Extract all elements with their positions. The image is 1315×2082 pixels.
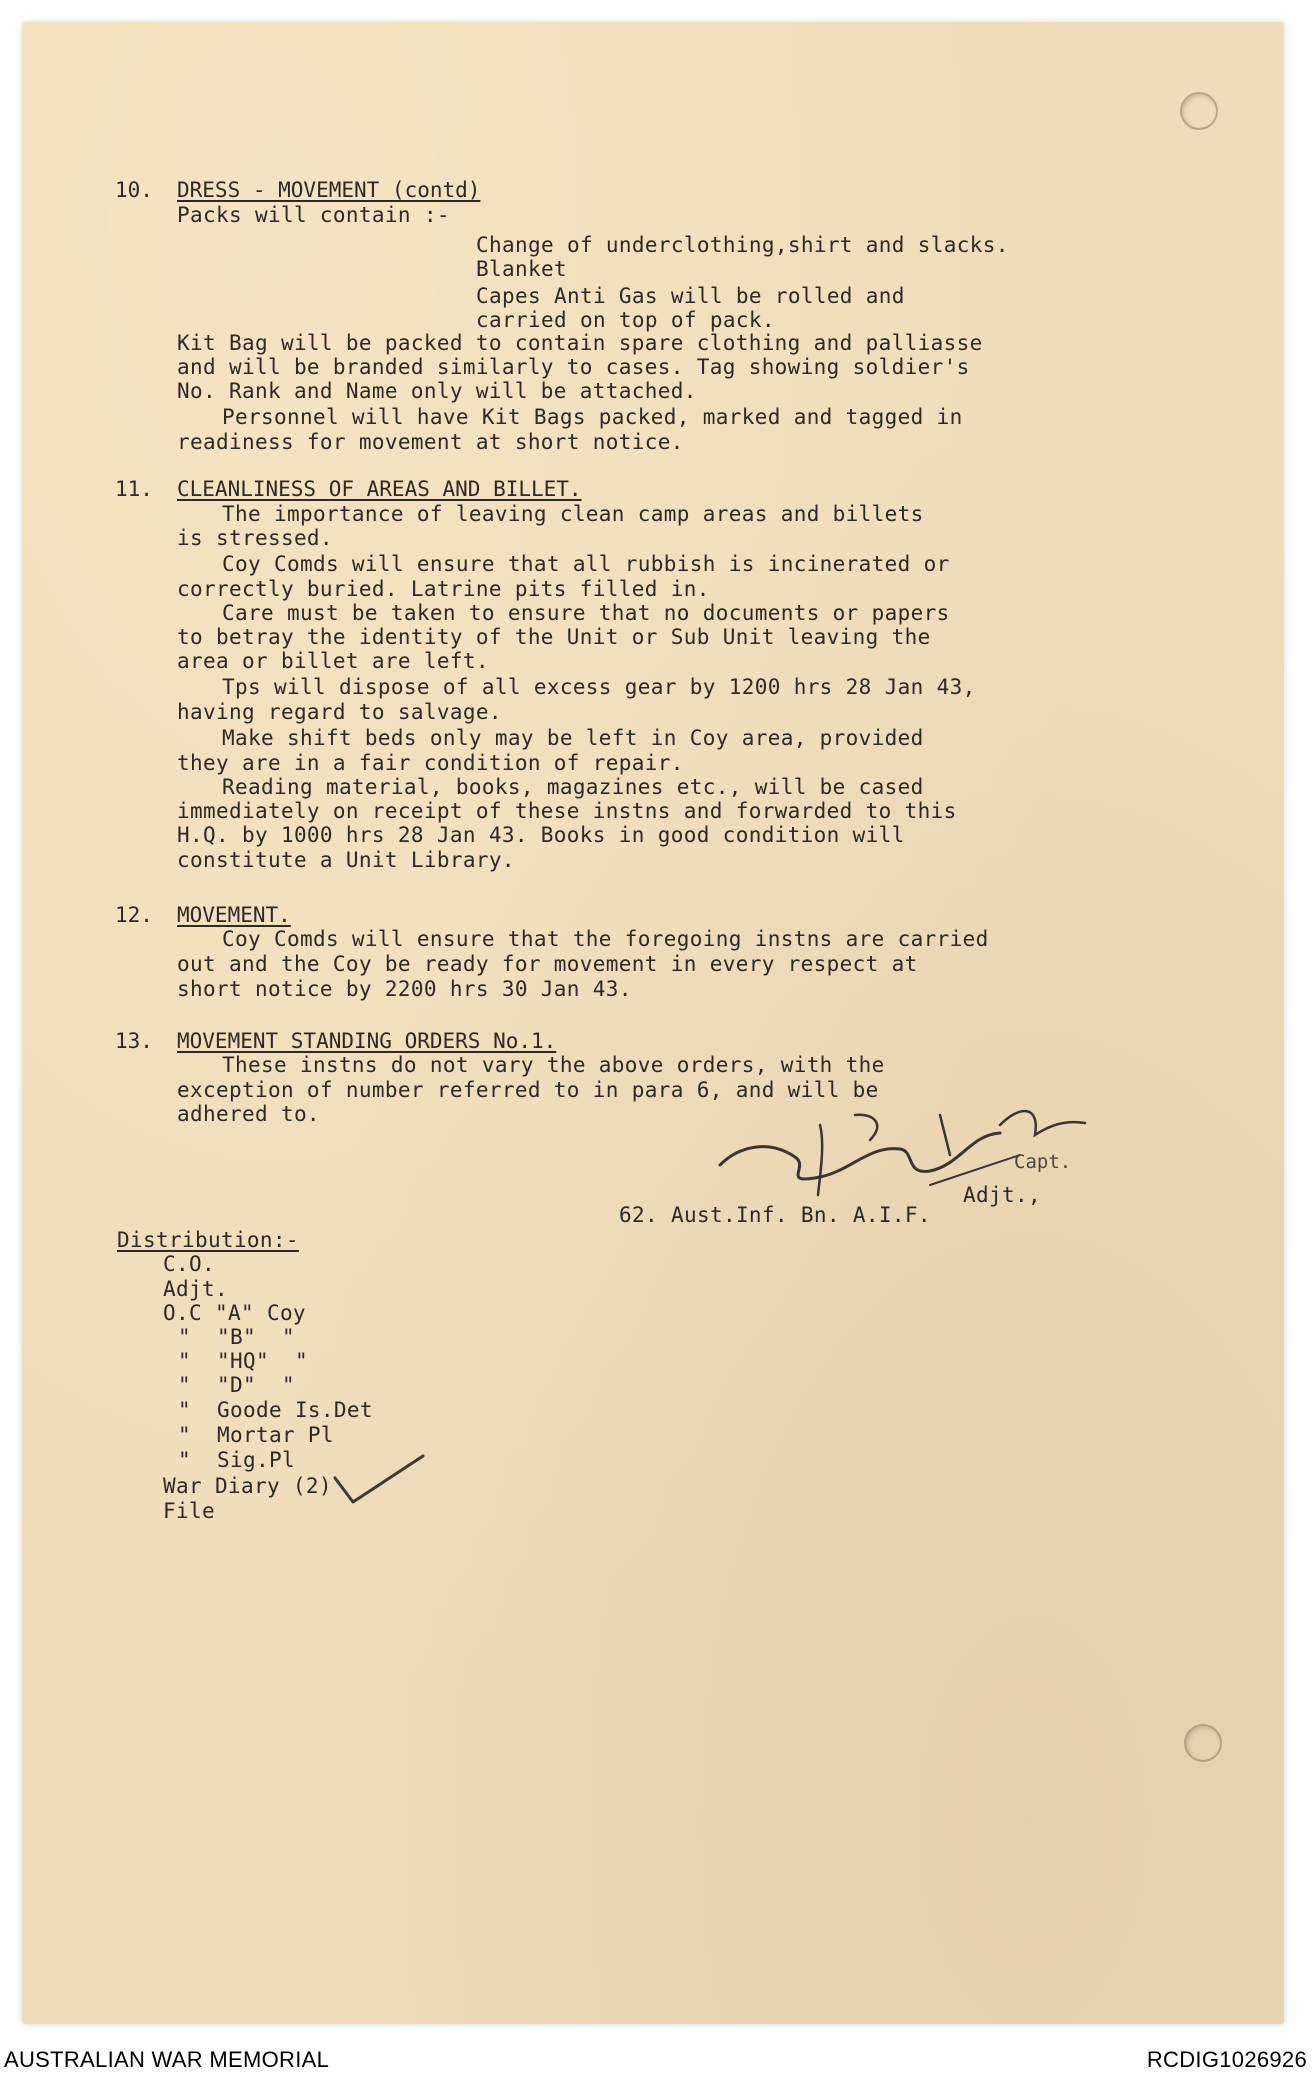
para-13-line: adhered to.: [177, 1102, 320, 1126]
para-12-line: Coy Comds will ensure that the foregoing instns are carried: [222, 927, 989, 951]
para-10-line: carried on top of pack.: [476, 308, 775, 332]
para-12-line: short notice by 2200 hrs 30 Jan 43.: [177, 977, 632, 1001]
distribution-item: O.C "A" Coy: [163, 1301, 306, 1325]
para-10-line: Capes Anti Gas will be rolled and: [476, 284, 905, 308]
checkmark-icon: [325, 1450, 435, 1510]
distribution-heading: Distribution:-: [117, 1228, 299, 1252]
para-11-line: area or billet are left.: [177, 649, 489, 673]
footer-left-label: AUSTRALIAN WAR MEMORIAL: [4, 2047, 330, 2072]
distribution-item: Adjt.: [163, 1277, 228, 1301]
para-12-number: 12.: [115, 903, 153, 927]
para-11-line: immediately on receipt of these instns and forwarded to this: [177, 799, 957, 823]
para-13-line: exception of number referred to in para 6, and will be: [177, 1078, 879, 1102]
para-10-line: Blanket: [476, 257, 567, 281]
para-11-line: Coy Comds will ensure that all rubbish is incinerated or: [222, 552, 950, 576]
punch-hole-bottom: [1184, 1724, 1222, 1762]
distribution-item: " Sig.Pl: [178, 1448, 295, 1472]
para-11-line: having regard to salvage.: [177, 700, 502, 724]
para-11-line: H.Q. by 1000 hrs 28 Jan 43. Books in good condition will: [177, 823, 905, 847]
para-10-line: and will be branded similarly to cases. Tag showing soldier's: [177, 355, 970, 379]
para-10-line: Change of underclothing,shirt and slacks.: [476, 233, 1009, 257]
distribution-item: " "B" ": [178, 1325, 295, 1349]
para-10-line: Kit Bag will be packed to contain spare clothing and palliasse: [177, 331, 983, 355]
para-11-line: Tps will dispose of all excess gear by 1200 hrs 28 Jan 43,: [222, 675, 976, 699]
distribution-item: " Mortar Pl: [178, 1423, 334, 1447]
para-10-line: Packs will contain :-: [177, 203, 450, 227]
para-13-heading: MOVEMENT STANDING ORDERS No.1.: [177, 1029, 557, 1053]
para-11-line: constitute a Unit Library.: [177, 848, 515, 872]
para-12-heading: MOVEMENT.: [177, 903, 291, 927]
punch-hole-top: [1180, 92, 1218, 130]
para-10-line: No. Rank and Name only will be attached.: [177, 379, 697, 403]
signature-unit: 62. Aust.Inf. Bn. A.I.F.: [619, 1203, 931, 1227]
para-13-line: These instns do not vary the above orders, with the: [222, 1053, 885, 1077]
para-11-line: Make shift beds only may be left in Coy area, provided: [222, 726, 924, 750]
para-11-line: to betray the identity of the Unit or Sub Unit leaving the: [177, 625, 931, 649]
para-11-number: 11.: [115, 477, 153, 501]
para-11-heading: CLEANLINESS OF AREAS AND BILLET.: [177, 477, 582, 501]
para-10-line: Personnel will have Kit Bags packed, marked and tagged in: [222, 405, 963, 429]
para-13-number: 13.: [115, 1029, 153, 1053]
footer-right-label: RCDIG1026926: [1146, 2047, 1307, 2072]
distribution-item: " "HQ" ": [178, 1349, 308, 1373]
distribution-item: File: [163, 1499, 215, 1523]
para-11-line: Care must be taken to ensure that no documents or papers: [222, 601, 950, 625]
para-11-line: is stressed.: [177, 526, 333, 550]
para-10-heading: DRESS - MOVEMENT (contd): [177, 178, 481, 202]
para-11-line: The importance of leaving clean camp areas and billets: [222, 502, 924, 526]
para-11-line: Reading material, books, magazines etc., will be cased: [222, 775, 924, 799]
para-11-line: correctly buried. Latrine pits filled in.: [177, 577, 710, 601]
distribution-item: C.O.: [163, 1252, 215, 1276]
signature-appointment: Adjt.,: [963, 1183, 1041, 1207]
distribution-item: " "D" ": [178, 1373, 295, 1397]
para-12-line: out and the Coy be ready for movement in every respect at: [177, 952, 918, 976]
para-11-line: they are in a fair condition of repair.: [177, 751, 684, 775]
distribution-item: War Diary (2): [163, 1474, 332, 1498]
signature-rank: Capt.: [1014, 1151, 1072, 1173]
distribution-item: " Goode Is.Det: [178, 1398, 373, 1422]
para-10-line: readiness for movement at short notice.: [177, 430, 684, 454]
para-10-number: 10.: [115, 178, 153, 202]
